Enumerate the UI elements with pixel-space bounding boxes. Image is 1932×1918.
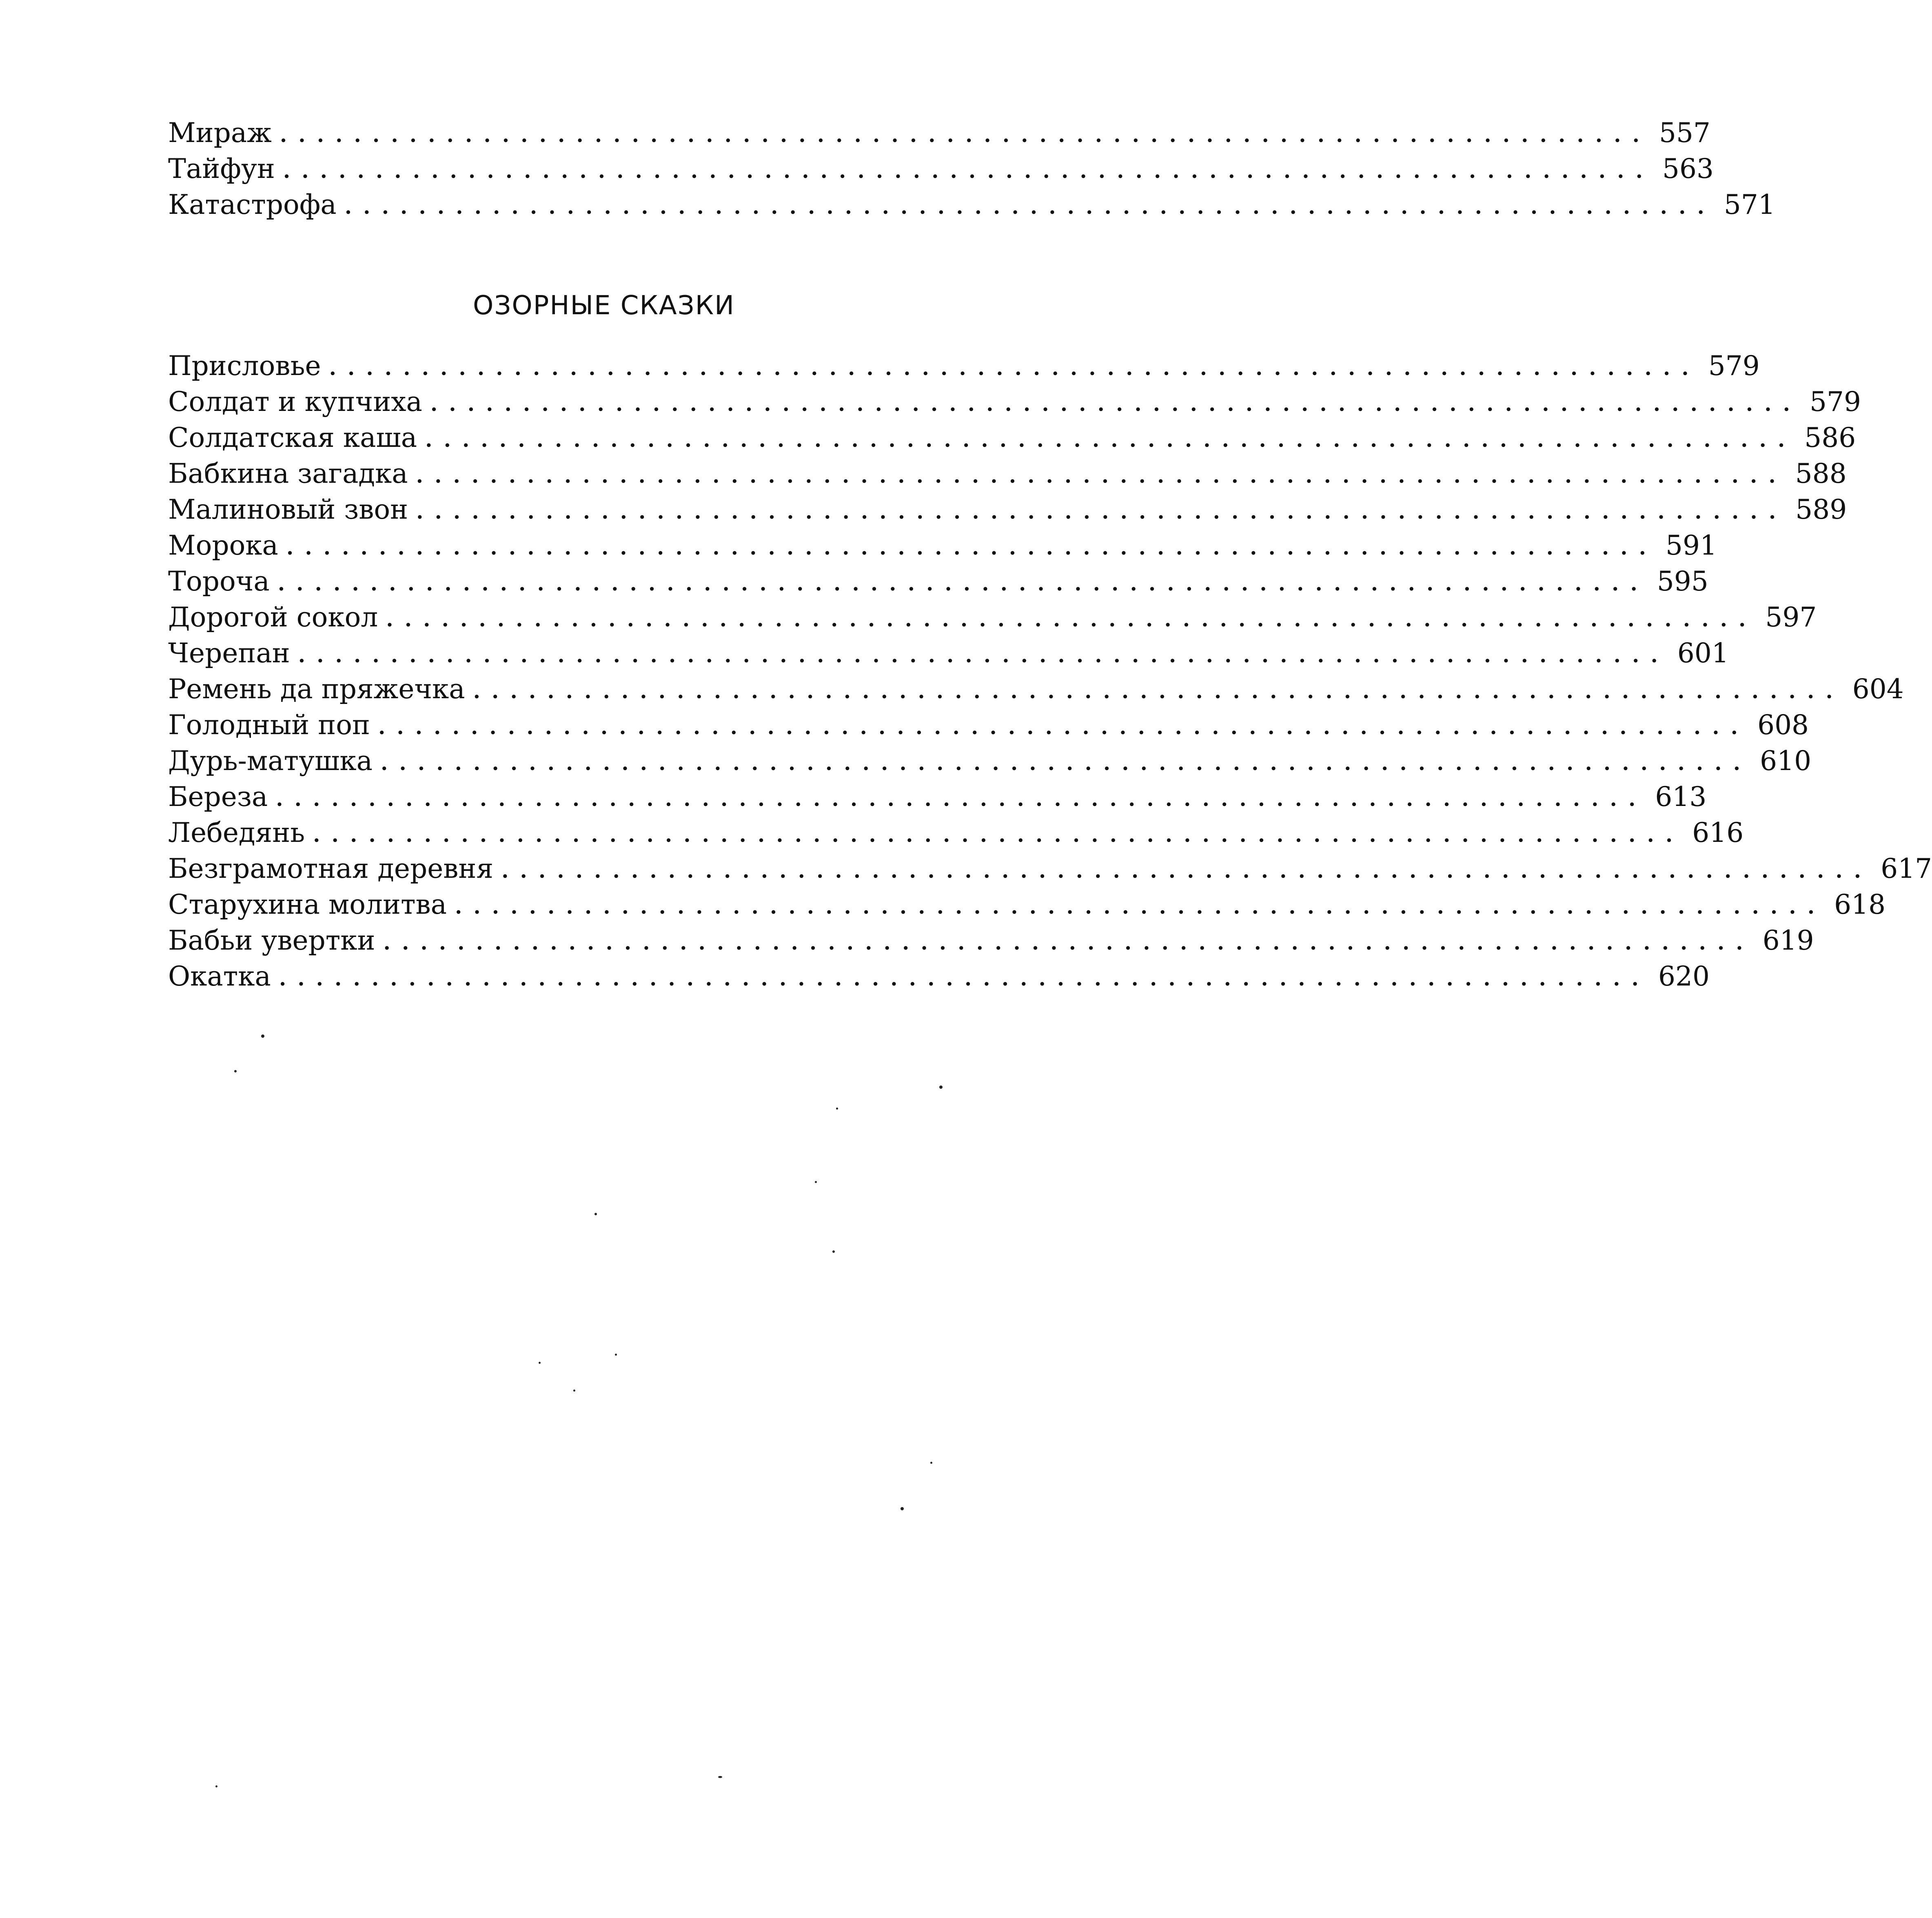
toc-entry-title: Голодный поп xyxy=(168,709,370,741)
toc-entry xyxy=(168,923,1814,959)
scan-speck xyxy=(930,1462,932,1464)
dot-leader: .......................................................................... xyxy=(380,751,1752,775)
toc-entry-page: 589 xyxy=(1795,494,1847,525)
toc-entry-page: 557 xyxy=(1659,117,1711,149)
toc-entry xyxy=(168,815,1744,851)
scan-speck xyxy=(539,1362,541,1364)
toc-entry xyxy=(168,151,1714,187)
dot-leader: .......................................................................... xyxy=(313,823,1684,847)
toc-entry xyxy=(168,599,1817,635)
toc-entry-title: Тороча xyxy=(168,566,270,597)
dot-leader: .......................................................................... xyxy=(378,715,1750,739)
toc-entry-title: Присловье xyxy=(168,350,321,382)
scan-speck xyxy=(234,1070,237,1072)
section-heading: ОЗОРНЫЕ СКАЗКИ xyxy=(473,291,735,321)
toc-entry-title: Дорогой сокол xyxy=(168,602,378,633)
toc-entry xyxy=(168,851,1932,887)
toc-entry-page: 595 xyxy=(1657,566,1708,597)
dot-leader: .......................................................................... xyxy=(473,679,1844,703)
toc-entry xyxy=(168,635,1729,671)
toc-entry-page: 604 xyxy=(1852,673,1904,705)
toc-entry-title: Безграмотная деревня xyxy=(168,853,494,884)
toc-entry-title: Бабкина загадка xyxy=(168,458,408,489)
dot-leader: .......................................................................... xyxy=(455,895,1826,919)
toc-entry xyxy=(168,492,1847,528)
toc-entry-page: 571 xyxy=(1723,189,1775,220)
scan-speck xyxy=(215,1785,217,1787)
dot-leader: .......................................................................... xyxy=(430,392,1802,416)
scan-speck xyxy=(836,1108,838,1110)
toc-entry-title: Морока xyxy=(168,530,278,561)
toc-entry-title: Окатка xyxy=(168,961,271,992)
scan-speck xyxy=(832,1250,835,1253)
toc-entry-title: Бабьи увертки xyxy=(168,925,375,956)
dot-leader: .......................................................................... xyxy=(279,123,1651,147)
scan-speck xyxy=(901,1507,904,1510)
dot-leader: .......................................................................... xyxy=(344,195,1716,219)
toc-entry xyxy=(168,887,1886,923)
dot-leader: .......................................................................... xyxy=(386,607,1757,631)
toc-entry-title: Старухина молитва xyxy=(168,889,447,920)
toc-entry-title: Береза xyxy=(168,781,268,812)
toc-entry-page: 618 xyxy=(1834,889,1886,920)
toc-entry-title: Солдат и купчиха xyxy=(168,386,422,417)
dot-leader: .......................................................................... xyxy=(277,571,1649,595)
toc-entry xyxy=(168,528,1717,564)
toc-entry xyxy=(168,671,1904,707)
toc-entry-page: 563 xyxy=(1662,153,1714,184)
dot-leader: .......................................................................... xyxy=(501,859,1873,883)
scan-speck xyxy=(718,1776,722,1778)
dot-leader: .......................................................................... xyxy=(298,643,1669,667)
toc-entry xyxy=(168,456,1847,492)
scan-speck xyxy=(815,1181,817,1183)
toc-entry-title: Ремень да пряжечка xyxy=(168,673,465,705)
toc-entry xyxy=(168,187,1775,223)
toc-entry-page: 619 xyxy=(1762,925,1814,956)
dot-leader: .......................................................................... xyxy=(416,499,1788,524)
toc-entry-title: Тайфун xyxy=(168,153,275,184)
toc-entry-page: 617 xyxy=(1881,853,1932,884)
toc-entry xyxy=(168,420,1856,456)
dot-leader: .......................................................................... xyxy=(383,930,1755,955)
toc-entry-page: 586 xyxy=(1804,422,1856,453)
toc-entry-title: Солдатская каша xyxy=(168,422,417,453)
toc-entry-page: 620 xyxy=(1658,961,1710,992)
dot-leader: .......................................................................... xyxy=(276,787,1647,811)
toc-entry xyxy=(168,115,1711,151)
scan-speck xyxy=(939,1086,943,1089)
toc-entry-page: 579 xyxy=(1810,386,1861,417)
scan-speck xyxy=(261,1034,264,1038)
toc-entry-page: 608 xyxy=(1757,709,1809,741)
toc-entry-page: 591 xyxy=(1666,530,1717,561)
scan-speck xyxy=(594,1213,597,1215)
toc-entry xyxy=(168,348,1760,384)
dot-leader: .......................................................................... xyxy=(416,464,1787,488)
toc-entry-title: Дурь-матушка xyxy=(168,745,373,777)
toc-entry-page: 601 xyxy=(1677,637,1729,669)
dot-leader: .......................................................................... xyxy=(279,966,1650,990)
dot-leader: .......................................................................... xyxy=(286,535,1658,559)
toc-entry-title: Катастрофа xyxy=(168,189,337,220)
toc-entry-page: 588 xyxy=(1795,458,1847,489)
toc-entry-page: 616 xyxy=(1692,817,1744,848)
toc-entry-page: 613 xyxy=(1655,781,1707,812)
dot-leader: .......................................................................... xyxy=(425,428,1797,452)
toc-entry-page: 597 xyxy=(1765,602,1817,633)
toc-entry xyxy=(168,779,1707,815)
toc-entry-title: Лебедянь xyxy=(168,817,305,848)
scan-speck xyxy=(573,1390,575,1392)
toc-entry xyxy=(168,564,1708,599)
toc-entry-title: Малиновый звон xyxy=(168,494,408,525)
toc-entry-title: Черепан xyxy=(168,637,290,669)
toc-entry-page: 610 xyxy=(1760,745,1812,777)
toc-entry xyxy=(168,384,1861,420)
toc-entry xyxy=(168,707,1809,743)
dot-leader: .......................................................................... xyxy=(283,159,1654,183)
scan-speck xyxy=(615,1354,617,1356)
dot-leader: .......................................................................... xyxy=(329,356,1700,380)
toc-entry-title: Мираж xyxy=(168,117,272,149)
toc-entry xyxy=(168,743,1812,779)
toc-entry-page: 579 xyxy=(1708,350,1760,382)
contents-list-top xyxy=(168,115,1775,223)
toc-entry xyxy=(168,959,1710,995)
contents-list-section xyxy=(168,348,1932,995)
